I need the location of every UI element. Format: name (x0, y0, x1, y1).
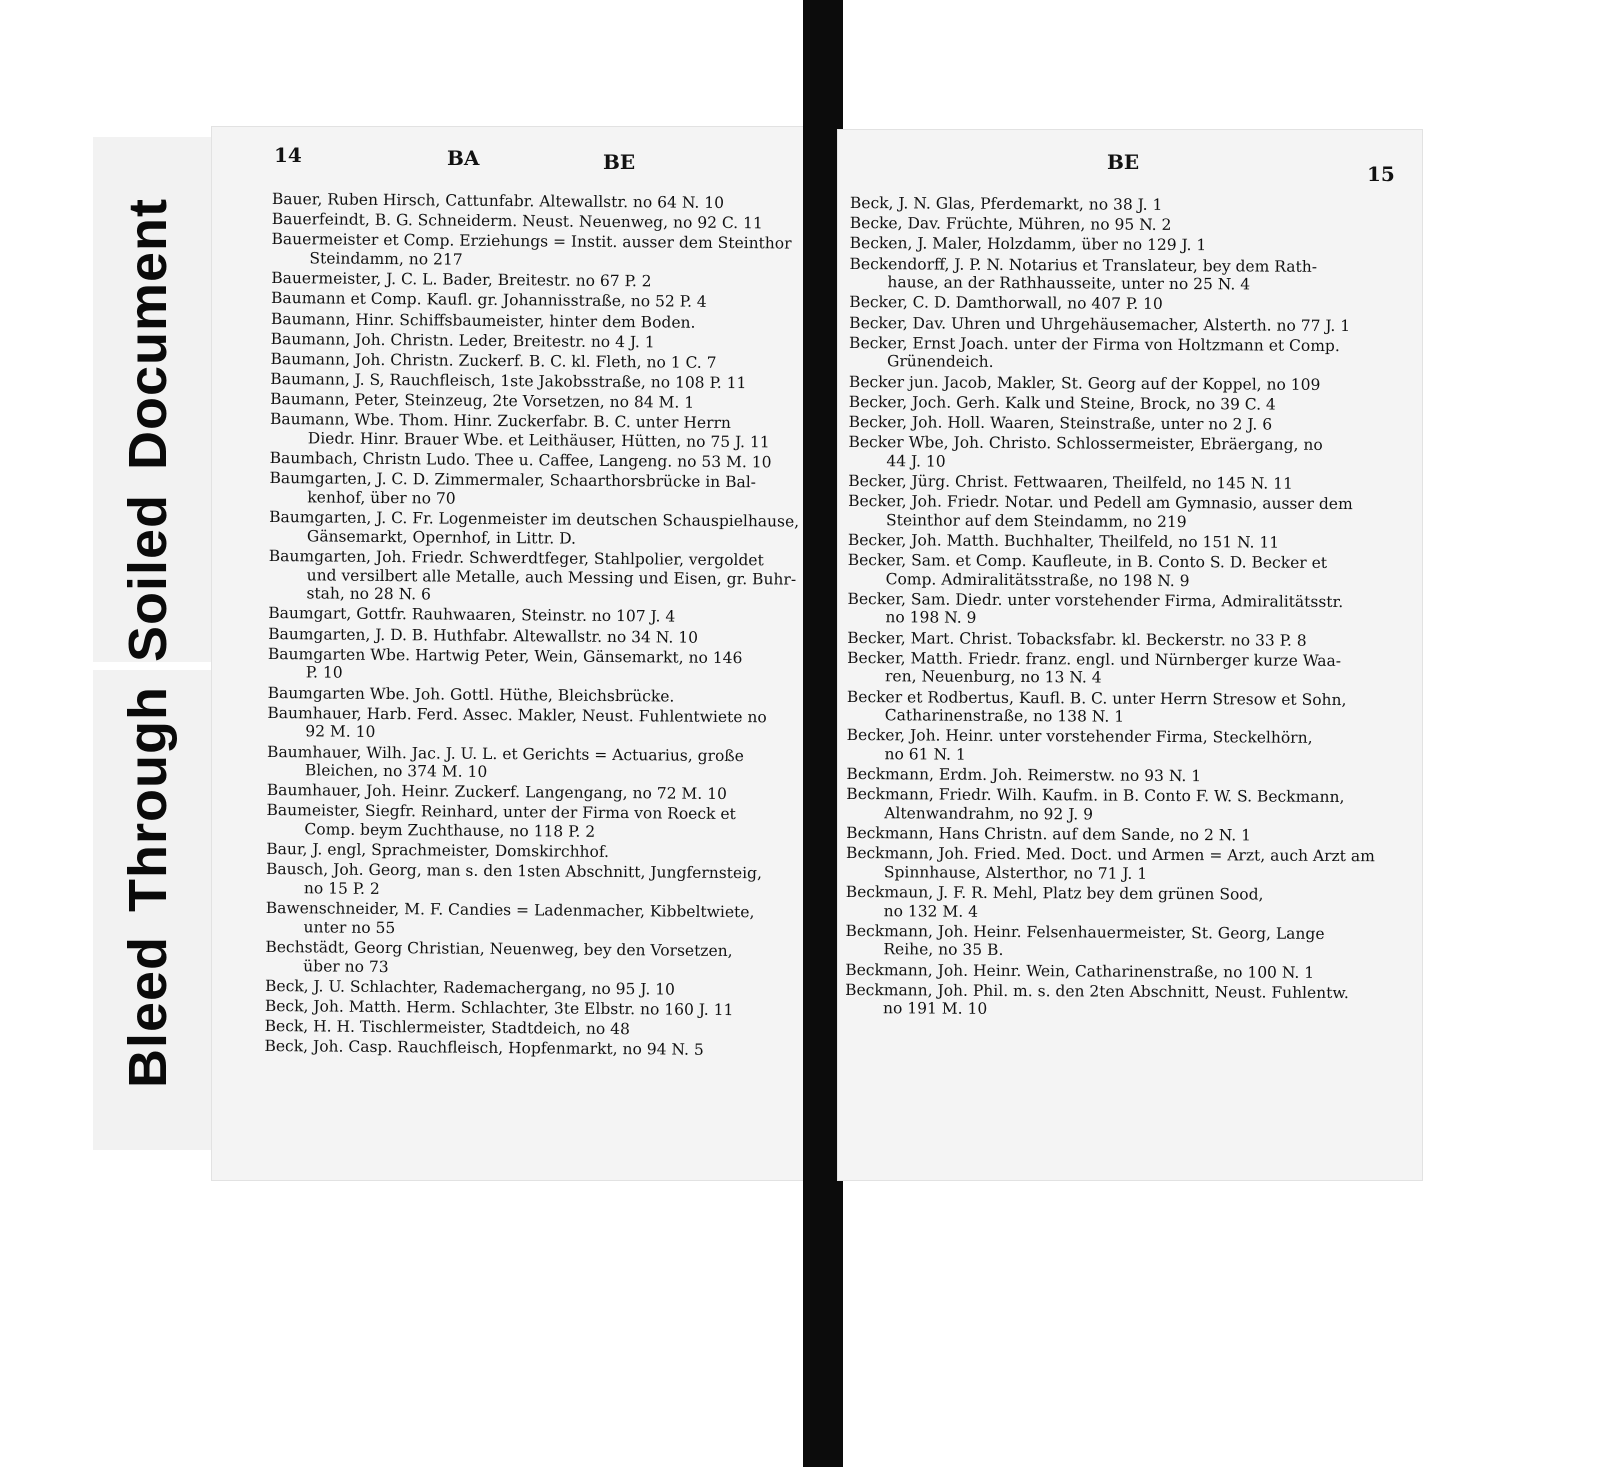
stamp-word: Soiled (118, 493, 178, 662)
directory-entry (848, 551, 1368, 591)
entry-line: Beck, J. U. Schlachter, Rademachergang, no 95 J. 10 (264, 976, 676, 999)
left-header-letters-ba: BA (447, 146, 480, 170)
entry-line: Becker, C. D. Damthorwall, no 407 P. 10 (849, 293, 1163, 314)
book-spine (803, 0, 843, 1467)
entry-continuation-line: P. 10 (305, 663, 343, 682)
entry-line: Baumann, Peter, Steinzeug, 2te Vorsetzen, no 84 M. 1 (270, 390, 695, 412)
directory-entry (849, 393, 1369, 415)
entry-line: Beckmann, Joh. Heinr. Wein, Catharinenstraße, no 100 N. 1 (845, 960, 1315, 982)
entry-line: Baumgarten, J. C. Fr. Logenmeister im deutschen Schauspielhause, (269, 508, 800, 531)
entry-line: Bechstädt, Georg Christian, Neuenweg, bey den Vorsetzen, (265, 937, 733, 961)
entry-continuation-line: und versilbert alle Metalle, auch Messing und Eisen, gr. Buhr- (306, 565, 797, 589)
directory-entry (848, 492, 1368, 532)
entry-line: Becker Wbe, Joh. Christo. Schlossermeister, Ebräergang, no (848, 433, 1323, 454)
directory-entry (268, 604, 798, 627)
entry-continuation-line: kenhof, über no 70 (307, 488, 456, 508)
left-header-letters-be: BE (603, 150, 636, 174)
entry-continuation-line: Comp. Admiralitätsstraße, no 198 N. 9 (885, 569, 1190, 590)
directory-entry (270, 390, 800, 413)
directory-entry (270, 350, 800, 373)
entry-continuation-line: 44 J. 10 (886, 451, 946, 471)
entry-line: Becker, Joh. Holl. Waaren, Steinstraße, unter no 2 J. 6 (848, 412, 1273, 434)
directory-entry (848, 531, 1368, 553)
entry-line: Baumgarten Wbe. Hartwig Peter, Wein, Gänsemarkt, no 146 (267, 644, 743, 667)
directory-entry (271, 330, 801, 353)
directory-entry (272, 210, 802, 233)
entry-line: Becker, Matth. Friedr. franz. engl. und Nürnberger kurze Waa- (847, 648, 1342, 670)
entry-line: Baumhauer, Wilh. Jac. J. U. L. et Gerichts = Actuarius, große (267, 742, 744, 765)
directory-entry (271, 310, 801, 333)
entry-continuation-line: stah, no 28 N. 6 (306, 584, 432, 604)
directory-entry (847, 726, 1367, 766)
bleed-through-soiled-stamp (108, 150, 188, 1135)
directory-entry (269, 469, 799, 511)
stamp-word: Through (118, 685, 178, 912)
directory-entry (846, 765, 1366, 787)
entry-line: Baumann, Hinr. Schiffsbaumeister, hinter dem Boden. (270, 309, 696, 332)
entry-line: Baumgarten, J. C. D. Zimmermaler, Schaarthorsbrücke in Bal- (269, 469, 757, 492)
directory-entry (847, 590, 1367, 630)
entry-line: Baumann, Joh. Christn. Leder, Breitestr. no 4 J. 1 (270, 329, 655, 352)
directory-entry (265, 977, 795, 1000)
directory-entry (850, 194, 1370, 216)
entry-line: Beckmann, Friedr. Wilh. Kaufm. in B. Conto F. W. S. Beckmann, (846, 785, 1345, 807)
directory-entry (264, 1037, 794, 1060)
entry-continuation-line: no 15 P. 2 (303, 879, 380, 898)
entry-continuation-line: über no 73 (303, 956, 389, 976)
left-page-number: 14 (274, 143, 302, 167)
directory-entry (268, 547, 798, 607)
directory-entry (271, 230, 801, 272)
right-entry-list (845, 194, 1375, 1023)
stamp-word: Bleed (118, 935, 178, 1088)
entry-line: Becker, Sam. Diedr. unter vorstehender Firma, Admiralitätsstr. (847, 589, 1344, 611)
directory-entry (846, 785, 1366, 825)
directory-entry (271, 269, 801, 292)
entry-line: Becker, Ernst Joach. unter der Firma von Holtzmann et Comp. (849, 333, 1340, 355)
entry-line: Becker, Mart. Christ. Tobacksfabr. kl. Beckerstr. no 33 P. 8 (847, 628, 1307, 650)
entry-continuation-line: no 61 N. 1 (884, 745, 966, 764)
entry-line: Baumgarten Wbe. Joh. Gottl. Hüthe, Bleichsbrücke. (267, 683, 675, 706)
entry-continuation-line: Comp. beym Zuchthause, no 118 P. 2 (304, 820, 596, 841)
entry-continuation-line: Altenwandrahm, no 92 J. 9 (884, 804, 1094, 824)
entry-line: Becker, Joch. Gerh. Kalk und Steine, Brock, no 39 C. 4 (848, 392, 1276, 414)
right-header-letters-be: BE (1107, 150, 1140, 174)
entry-continuation-line: Steindamm, no 217 (309, 249, 463, 269)
entry-line: Becker, Joh. Matth. Buchhalter, Theilfeld, no 151 N. 11 (847, 530, 1280, 552)
directory-entry (267, 742, 797, 784)
entry-line: Baumann, Wbe. Thom. Hinr. Zuckerfabr. B. C. unter Herrn (269, 410, 732, 433)
entry-continuation-line: Spinnhause, Alsterthor, no 71 J. 1 (883, 863, 1148, 883)
entry-line: Bauermeister et Comp. Erziehungs = Instit. ausser dem Steinthor (271, 230, 792, 253)
directory-entry (265, 938, 795, 980)
directory-entry (266, 860, 796, 902)
entry-continuation-line: no 191 M. 10 (882, 999, 988, 1019)
entry-line: Bawenschneider, M. F. Candies = Ladenmacher, Kibbeltwiete, (265, 899, 755, 922)
directory-entry (268, 625, 798, 648)
entry-line: Baumeister, Siegfr. Reinhard, unter der Firma von Roeck et (266, 801, 736, 824)
stamp-word: Document (118, 197, 178, 470)
directory-entry (850, 234, 1370, 256)
directory-entry (845, 961, 1365, 983)
entry-continuation-line: 92 M. 10 (305, 722, 376, 742)
entry-line: Beckmann, Hans Christn. auf dem Sande, no 2 N. 1 (846, 824, 1252, 845)
entry-line: Bauer, Ruben Hirsch, Cattunfabr. Altewallstr. no 64 N. 10 (271, 190, 725, 212)
directory-entry (270, 370, 800, 393)
directory-entry (848, 472, 1368, 494)
entry-continuation-line: unter no 55 (303, 918, 396, 937)
directory-entry (845, 844, 1375, 884)
entry-line: Beckmaun, J. F. R. Mehl, Platz bey dem grünen Sood, (845, 883, 1264, 904)
entry-continuation-line: no 198 N. 9 (885, 608, 977, 628)
entry-continuation-line: Steinthor auf dem Steindamm, no 219 (885, 510, 1187, 531)
entry-continuation-line: ren, Neuenburg, no 13 N. 4 (884, 667, 1102, 687)
directory-entry (266, 840, 796, 863)
entry-line: Bauermeister, J. C. L. Bader, Breitestr. no 67 P. 2 (271, 269, 652, 291)
entry-line: Bauerfeindt, B. G. Schneiderm. Neust. Neuenweg, no 92 C. 11 (271, 210, 763, 233)
entry-line: Beckmann, Joh. Phil. m. s. den 2ten Abschnitt, Neust. Fuhlentw. (845, 980, 1349, 1002)
entry-continuation-line: Diedr. Hinr. Brauer Wbe. et Leithäuser, Hütten, no 75 J. 11 (307, 429, 770, 452)
directory-entry (267, 781, 797, 804)
entry-continuation-line: hause, an der Rathhausseite, unter no 25 N. 4 (887, 273, 1251, 294)
entry-line: Baumgarten, J. D. B. Huthfabr. Altewallstr. no 34 N. 10 (268, 624, 699, 647)
directory-entry (847, 629, 1367, 651)
entry-line: Becker et Rodbertus, Kaufl. B. C. unter Herrn Stresow et Sohn, (846, 687, 1347, 709)
entry-line: Beck, Joh. Casp. Rauchfleisch, Hopfenmarkt, no 94 N. 5 (264, 1037, 704, 1060)
directory-entry (848, 433, 1368, 473)
directory-entry (270, 410, 800, 452)
entry-line: Bausch, Joh. Georg, man s. den 1sten Abschnitt, Jungfernsteig, (265, 860, 763, 883)
entry-line: Becker jun. Jacob, Makler, St. Georg auf der Koppel, no 109 (848, 372, 1321, 394)
entry-line: Beckmann, Erdm. Joh. Reimerstw. no 93 N. 1 (846, 765, 1202, 786)
entry-line: Becker, Dav. Uhren und Uhrgehäusemacher, Alsterth. no 77 J. 1 (849, 313, 1351, 335)
entry-line: Becker, Jürg. Christ. Fettwaaren, Theilfeld, no 145 N. 11 (848, 471, 1293, 493)
entry-continuation-line: Bleichen, no 374 M. 10 (304, 761, 488, 781)
directory-entry (265, 997, 795, 1020)
entry-line: Baur, J. engl, Sprachmeister, Domskirchhof. (266, 840, 610, 862)
directory-entry (846, 883, 1366, 923)
entry-line: Beck, J. N. Glas, Pferdemarkt, no 38 J. 1 (849, 194, 1163, 214)
entry-continuation-line: Catharinenstraße, no 138 N. 1 (884, 706, 1125, 726)
entry-line: Becker, Joh. Friedr. Notar. und Pedell am Gymnasio, ausser dem (848, 492, 1353, 514)
entry-line: Becker, Joh. Heinr. unter vorstehender Firma, Steckelhörn, (846, 726, 1313, 748)
entry-continuation-line: Gänsemarkt, Opernhof, in Littr. D. (306, 527, 577, 548)
entry-line: Becker, Sam. et Comp. Kaufleute, in B. Conto S. D. Becker et (847, 550, 1328, 572)
entry-line: Beck, H. H. Tischlermeister, Stadtdeich, no 48 (264, 1017, 630, 1039)
directory-entry (271, 289, 801, 312)
entry-continuation-line: Reihe, no 35 B. (883, 940, 1004, 960)
entry-line: Beckmann, Joh. Fried. Med. Doct. und Armen = Arzt, auch Arzt am (845, 844, 1375, 866)
entry-line: Baumhauer, Harb. Ferd. Assec. Makler, Neust. Fuhlentwiete no (267, 703, 767, 727)
entry-line: Becken, J. Maler, Holzdamm, über no 129 J. 1 (849, 234, 1207, 255)
directory-entry (850, 214, 1370, 236)
entry-line: Baumann, Joh. Christn. Zuckerf. B. C. kl. Fleth, no 1 C. 7 (270, 349, 717, 372)
directory-entry (849, 372, 1369, 394)
directory-entry (268, 645, 798, 687)
directory-entry (845, 981, 1365, 1021)
directory-entry (270, 449, 800, 472)
directory-entry (849, 255, 1369, 295)
directory-entry (268, 684, 798, 707)
directory-entry (267, 704, 797, 746)
directory-entry (849, 334, 1369, 374)
directory-entry (849, 293, 1369, 315)
entry-continuation-line: no 132 M. 4 (883, 901, 979, 921)
entry-line: Baumann et Comp. Kaufl. gr. Johannisstraße, no 52 P. 4 (270, 289, 707, 312)
directory-entry (846, 824, 1366, 846)
entry-line: Beck, Joh. Matth. Herm. Schlachter, 3te Elbstr. no 160 J. 11 (264, 996, 734, 1020)
entry-line: Baumgart, Gottfr. Rauhwaaren, Steinstr. no 107 J. 4 (268, 604, 676, 626)
directory-entry (265, 899, 795, 941)
directory-entry (266, 801, 796, 843)
directory-entry (272, 190, 802, 213)
right-page-number: 15 (1367, 162, 1395, 186)
directory-entry (847, 649, 1367, 689)
entry-line: Beckendorff, J. P. N. Notarius et Translateur, bey dem Rath- (849, 254, 1318, 276)
directory-entry (849, 413, 1369, 435)
directory-entry (849, 314, 1369, 336)
directory-entry (265, 1017, 795, 1040)
entry-continuation-line: Grünendeich. (886, 352, 994, 372)
entry-line: Becke, Dav. Früchte, Mühren, no 95 N. 2 (849, 214, 1172, 235)
stamp-text (117, 197, 179, 1087)
entry-line: Baumann, J. S, Rauchfleisch, 1ste Jakobsstraße, no 108 P. 11 (270, 370, 747, 393)
entry-line: Baumbach, Christn Ludo. Thee u. Caffee, Langeng. no 53 M. 10 (269, 449, 772, 472)
left-entry-list (264, 190, 802, 1062)
directory-entry (845, 922, 1365, 962)
directory-entry (847, 688, 1367, 728)
entry-line: Baumgarten, Joh. Friedr. Schwerdtfeger, Stahlpolier, vergoldet (268, 546, 764, 570)
entry-line: Beckmann, Joh. Heinr. Felsenhauermeister, St. Georg, Lange (845, 921, 1325, 943)
directory-entry (269, 508, 799, 550)
entry-line: Baumhauer, Joh. Heinr. Zuckerf. Langengang, no 72 M. 10 (266, 781, 727, 804)
